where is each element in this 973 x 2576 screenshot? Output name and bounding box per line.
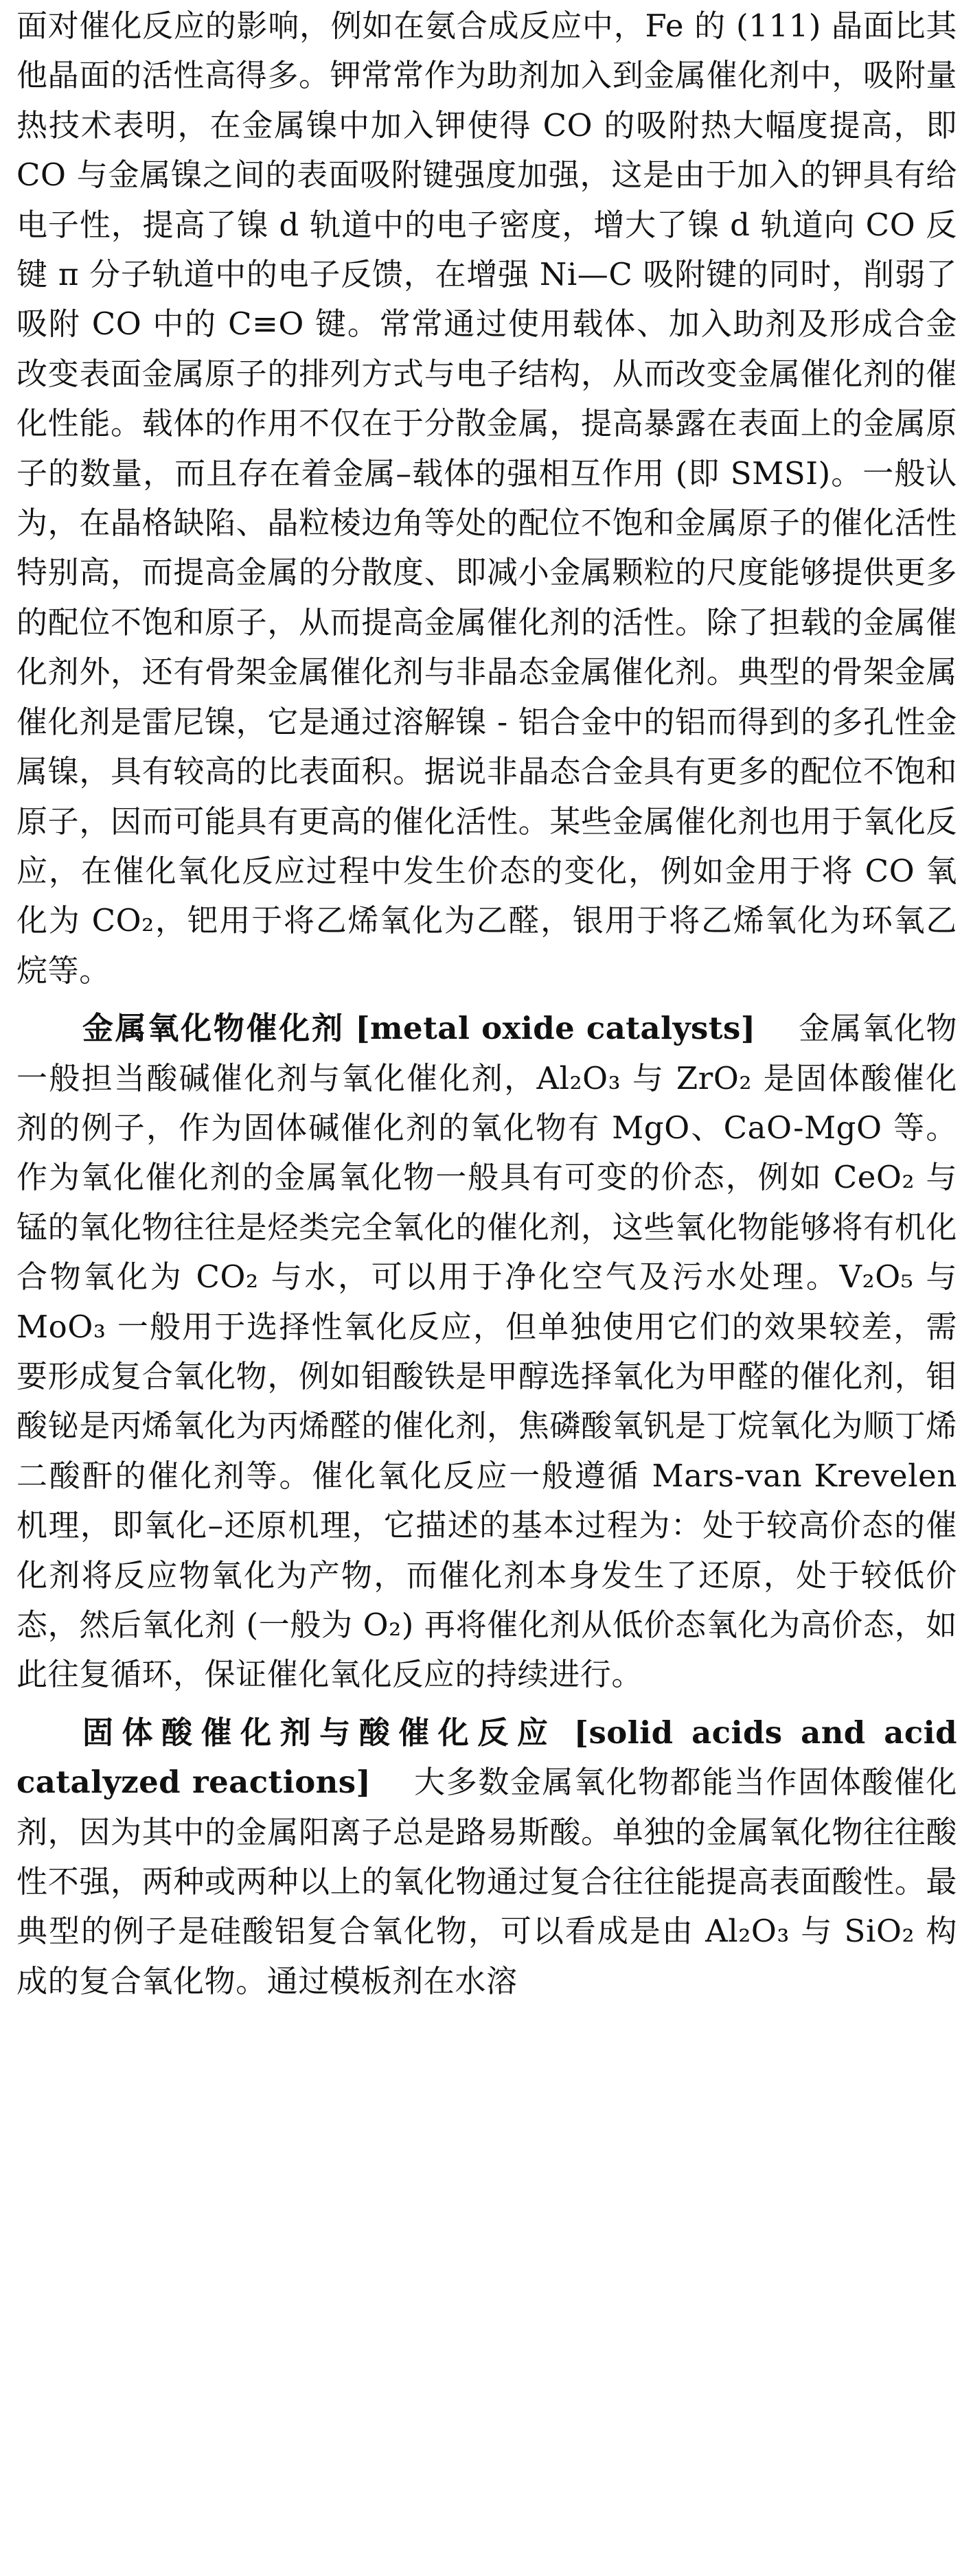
paragraph-metal-oxide-catalysts (16, 1004, 957, 1700)
document-page (16, 1, 957, 2006)
paragraph-body: 大多数金属氧化物都能当作固体酸催化剂，因为其中的金属阳离子总是路易斯酸。单独的金属氧化物往往酸性不强，两种或两种以上的氧化物通过复合往往能提高表面酸性。最典型的例子是硅酸铝复合氧化物，可以看成是由 Al₂O₃ 与 SiO₂ 构成的复合氧化物。通过模板剂在水溶 (16, 1764, 958, 1999)
paragraph-metal-catalysts (16, 1, 957, 996)
paragraph-solid-acid-catalysts (16, 1708, 957, 2006)
section-heading: 固体酸催化剂与酸催化反应 (82, 1714, 557, 1751)
paragraph-body: 面对催化反应的影响，例如在氨合成反应中，Fe 的 (111) 晶面比其他晶面的活性高得多。钾常常作为助剂加入到金属催化剂中，吸附量热技术表明，在金属镍中加入钾使得 CO 的吸附热大幅度提高，即 CO 与金属镍之间的表面吸附键强度加强，这是由于加入的钾具有给电子性，提高了镍 d 轨道中的电子密度，增大了镍 d 轨道向 CO 反键 π 分子轨道中的电子反馈，在增强 Ni—C 吸附键的同时，削弱了吸附 CO 中的 C≡O 键。常常通过使用载体、加入助剂及形成合金改变表面金属原子的排列方式与电子结构，从而改变金属催化剂的催化性能。载体的作用不仅在于分散金属，提高暴露在表面上的金属原子的数量，而且存在着金属–载体的强相互作用 (即 SMSI)。一般认为，在晶格缺陷、晶粒棱边角等处的配位不饱和金属原子的催化活性特别高，而提高金属的分散度、即减小金属颗粒的尺度能够提供更多的配位不饱和原子，从而提高金属催化剂的活性。除了担载的金属催化剂外，还有骨架金属催化剂与非晶态金属催化剂。典型的骨架金属催化剂是雷尼镍，它是通过溶解镍 - 铝合金中的铝而得到的多孔性金属镍，具有较高的比表面积。据说非晶态合金具有更多的配位不饱和原子，因而可能具有更高的催化活性。某些金属催化剂也用于氧化反应，在催化氧化反应过程中发生价态的变化，例如金用于将 CO 氧化为 CO₂，钯用于将乙烯氧化为乙醛，银用于将乙烯氧化为环氧乙烷等。 (16, 8, 957, 989)
paragraph-body: 金属氧化物一般担当酸碱催化剂与氧化催化剂，Al₂O₃ 与 ZrO₂ 是固体酸催化剂的例子，作为固体碱催化剂的氧化物有 MgO、CaO-MgO 等。作为氧化催化剂的金属氧化物一般具有可变的价态，例如 CeO₂ 与锰的氧化物往往是烃类完全氧化的催化剂，这些氧化物能够将有机化合物氧化为 CO₂ 与水，可以用于净化空气及污水处理。V₂O₅ 与 MoO₃ 一般用于选择性氧化反应，但单独使用它们的效果较差，需要形成复合氧化物，例如钼酸铁是甲醇选择氧化为甲醛的催化剂，钼酸铋是丙烯氧化为丙烯醛的催化剂，焦磷酸氧钒是丁烷氧化为顺丁烯二酸酐的催化剂等。催化氧化反应一般遵循 Mars-van Krevelen 机理，即氧化–还原机理，它描述的基本过程为：处于较高价态的催化剂将反应物氧化为产物，而催化剂本身发生了还原，处于较低价态，然后氧化剂 (一般为 O₂) 再将催化剂从低价态氧化为高价态，如此往复循环，保证催化氧化反应的持续进行。 (16, 1010, 957, 1693)
section-english-term: [metal oxide catalysts] (355, 1010, 756, 1047)
section-english-term: [solid acids and acid catalyzed reactions] (16, 1714, 957, 1801)
section-heading: 金属氧化物催化剂 (82, 1010, 345, 1047)
